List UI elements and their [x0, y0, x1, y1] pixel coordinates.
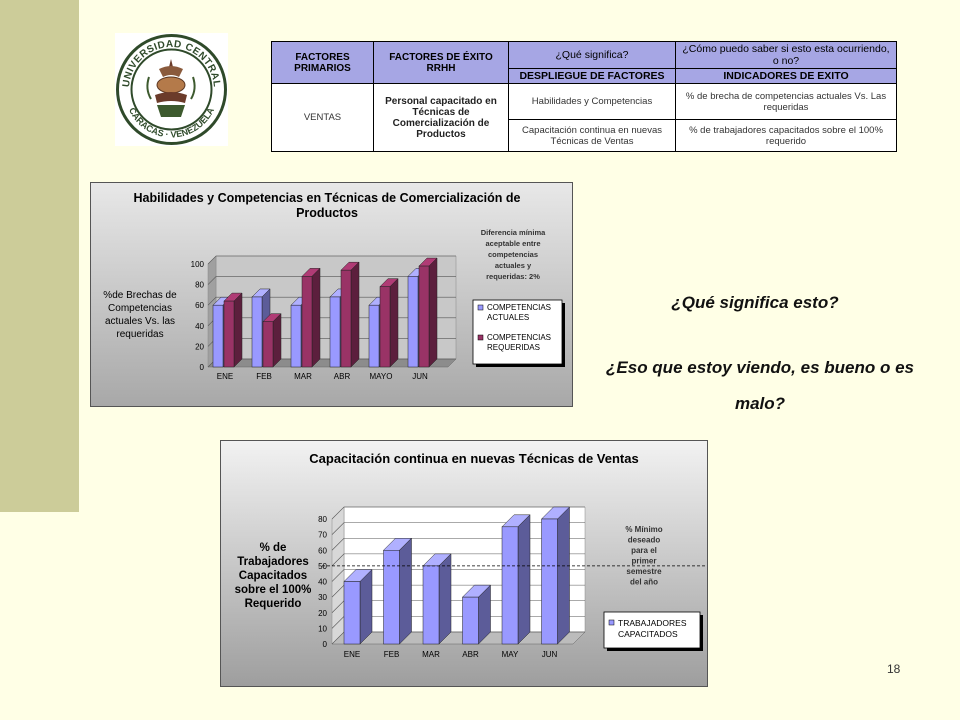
success-factors-table [271, 41, 897, 152]
legend-swatch [478, 335, 483, 340]
y-tick-label: 80 [318, 515, 327, 524]
y-tick-label: 20 [195, 342, 204, 352]
x-tick-label: JUN [412, 372, 428, 381]
svg-text:CARACAS · VENEZUELA: CARACAS · VENEZUELA [126, 105, 217, 140]
x-tick-label: MAY [501, 650, 519, 659]
left-sidebar-band [0, 0, 79, 512]
legend-label: TRABAJADORES CAPACITADOS [618, 618, 687, 639]
x-tick-label: JUN [541, 650, 558, 659]
svg-text:UNIVERSIDAD CENTRAL: UNIVERSIDAD CENTRAL [120, 38, 223, 88]
bar-required [302, 268, 320, 367]
indicator-cell: % de brecha de competencias actuales Vs. Las requeridas [676, 84, 897, 120]
subheader-deployment: DESPLIEGUE DE FACTORES [509, 69, 676, 84]
indicator-cell: % de trabajadores capacitados sobre el 100% requerido [676, 120, 897, 152]
svg-text:Habilidades y Competencias en: Habilidades y Competencias en Técnicas de Comercialización de Productos [133, 191, 521, 220]
legend-swatch [478, 305, 483, 310]
x-tick-label: ENE [343, 650, 361, 659]
svg-text:% Mínimodeseadopara elprimerse: % Mínimo deseado para el primer semestre del año [625, 525, 663, 587]
legend-swatch [609, 620, 614, 625]
bar-trabajadores [344, 570, 372, 645]
y-tick-label: 0 [322, 640, 327, 649]
svg-text:% deTrabajadoresCapacitadossob: % de Trabajadores Capacitados sobre el 100% Requerido [234, 542, 312, 610]
question-what-means: ¿Qué significa esto? [671, 293, 839, 312]
y-tick-label: 70 [318, 530, 327, 540]
chart-competencias [90, 182, 573, 407]
x-tick-label: MAR [422, 650, 440, 659]
y-tick-label: 60 [195, 301, 204, 311]
factor-cell: Habilidades y Competencias [509, 84, 676, 120]
factor-cell: Capacitación continua en nuevas Técnicas de Ventas [509, 120, 676, 152]
x-tick-label: FEB [256, 372, 272, 381]
bar-required [224, 293, 242, 367]
y-tick-label: 100 [190, 260, 204, 269]
x-tick-label: ENE [216, 372, 234, 381]
chart-legend [473, 300, 565, 367]
bar-trabajadores [542, 507, 570, 644]
legend-label: COMPETENCIAS REQUERIDAS [487, 333, 552, 352]
university-seal-logo [115, 33, 228, 146]
y-tick-label: 60 [318, 546, 327, 556]
svg-text:%de Brechas deCompetenciasactu: %de Brechas de Competencias actuales Vs. las requeridas [103, 290, 177, 340]
bar-required [341, 262, 359, 367]
legend-label: COMPETENCIAS ACTUALES [487, 303, 552, 322]
bar-required [263, 314, 281, 367]
y-tick-label: 0 [199, 363, 204, 372]
primary-factor-cell: VENTAS [272, 84, 374, 152]
bar-trabajadores [502, 515, 530, 644]
header-how-know: ¿Cómo puedo saber si esto esta ocurriendo, o no? [676, 42, 897, 69]
y-tick-label: 10 [318, 624, 327, 634]
annotation-text: Diferencia mínima aceptable entre competencias actuales y requeridas: 2% [480, 228, 546, 281]
chart-legend [604, 612, 703, 651]
subheader-indicators: INDICADORES DE EXITO [676, 69, 897, 84]
y-tick-label: 20 [318, 608, 327, 618]
bar-trabajadores [384, 538, 412, 644]
bar-required [419, 258, 437, 367]
x-tick-label: ABR [462, 650, 479, 659]
bar-required [380, 279, 398, 367]
chart-capacitacion [220, 440, 708, 687]
x-tick-label: MAYO [369, 372, 393, 381]
header-what-means: ¿Qué significa? [509, 42, 676, 69]
header-success-factors: FACTORES DE ÉXITO RRHH [374, 42, 509, 84]
x-tick-label: MAR [294, 372, 312, 381]
chart-title [309, 451, 638, 466]
svg-text:Capacitación continua en nueva: Capacitación continua en nuevas Técnicas de Ventas [309, 451, 639, 466]
x-tick-label: ABR [333, 372, 351, 381]
page-number: 18 [887, 662, 901, 676]
header-primary-factors: FACTORES PRIMARIOS [272, 42, 374, 84]
x-tick-label: FEB [383, 650, 400, 659]
y-tick-label: 50 [318, 561, 327, 571]
y-tick-label: 40 [318, 577, 327, 587]
y-tick-label: 40 [195, 321, 204, 331]
y-tick-label: 30 [318, 593, 327, 603]
bar-trabajadores [423, 554, 451, 644]
bar-trabajadores [463, 585, 491, 644]
y-tick-label: 80 [195, 280, 204, 290]
question-good-or-bad: ¿Eso que estoy viendo, es bueno o es malo? [606, 358, 914, 413]
success-factor-cell: Personal capacitado en Técnicas de Comercialización de Productos [374, 84, 509, 152]
